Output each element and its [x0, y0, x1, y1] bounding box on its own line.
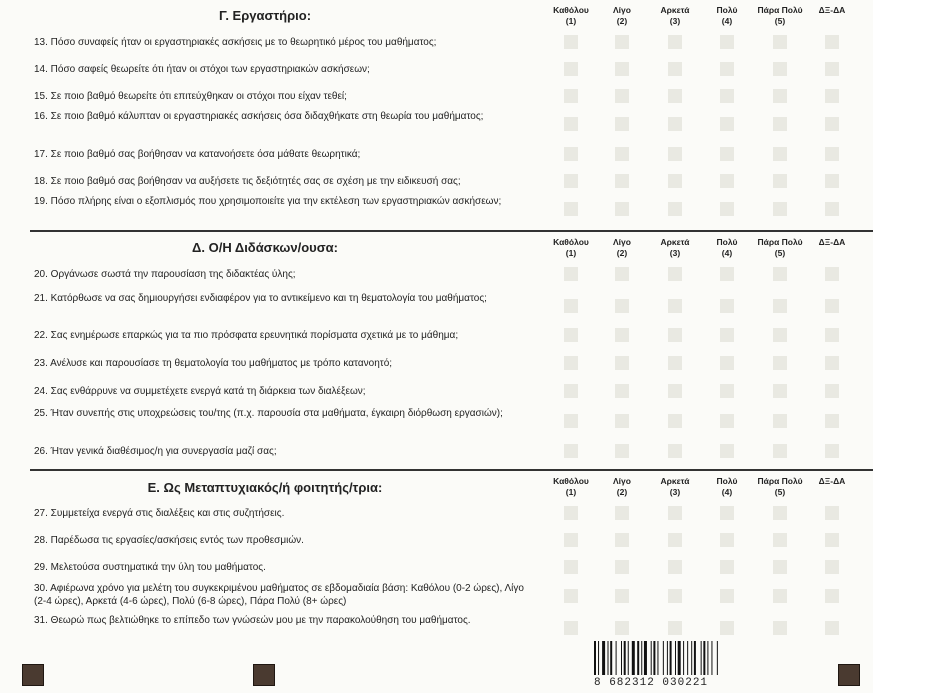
- answer-checkbox[interactable]: [615, 117, 629, 131]
- section-divider: [30, 469, 873, 471]
- column-label: Λίγο: [613, 5, 631, 15]
- answer-checkbox[interactable]: [773, 356, 787, 370]
- barcode-bar: [691, 641, 692, 675]
- answer-checkbox[interactable]: [773, 35, 787, 49]
- answer-checkbox[interactable]: [564, 444, 578, 458]
- answer-checkbox[interactable]: [720, 174, 734, 188]
- answer-checkbox[interactable]: [564, 35, 578, 49]
- column-label: Λίγο: [613, 476, 631, 486]
- question-text: 29. Μελετούσα συστηματικά την ύλη του μαθήματος.: [34, 562, 266, 573]
- question-text: 13. Πόσο συναφείς ήταν οι εργαστηριακές ασκήσεις με το θεωρητικό μέρος του μαθήματος;: [34, 37, 437, 48]
- question-text: 28. Παρέδωσα τις εργασίες/ασκήσεις εντός των προθεσμιών.: [34, 535, 304, 546]
- question-text: 26. Ήταν γενικά διαθέσιμος/η για συνεργασία μαζί σας;: [34, 446, 277, 457]
- column-label: Καθόλου: [553, 237, 589, 247]
- answer-checkbox[interactable]: [668, 202, 682, 216]
- answer-checkbox[interactable]: [825, 267, 839, 281]
- column-number: (2): [616, 16, 628, 26]
- section-title: Ε. Ως Μεταπτυχιακός/ή φοιτητής/τρια:: [147, 480, 383, 495]
- column-label: Πολύ: [716, 237, 738, 247]
- answer-checkbox[interactable]: [564, 267, 578, 281]
- barcode-bar: [667, 641, 668, 675]
- answer-checkbox[interactable]: [773, 560, 787, 574]
- column-header: [602, 5, 642, 27]
- answer-checkbox[interactable]: [773, 202, 787, 216]
- column-label: Καθόλου: [553, 476, 589, 486]
- answer-checkbox[interactable]: [668, 356, 682, 370]
- column-header: [812, 237, 852, 248]
- answer-checkbox[interactable]: [825, 560, 839, 574]
- barcode-bar: [644, 641, 647, 675]
- column-header: [653, 237, 697, 259]
- registration-marker-left: [22, 664, 44, 686]
- answer-checkbox[interactable]: [615, 384, 629, 398]
- answer-checkbox[interactable]: [615, 328, 629, 342]
- answer-checkbox[interactable]: [773, 89, 787, 103]
- answer-checkbox[interactable]: [564, 560, 578, 574]
- question-text: 18. Σε ποιο βαθμό σας βοήθησαν να αυξήσετε τις δεξιότητές σας σε σχέση με την ειδικευσή σας;: [34, 176, 461, 187]
- answer-checkbox[interactable]: [720, 267, 734, 281]
- column-header: [812, 5, 852, 16]
- question-text: 16. Σε ποιο βαθμό κάλυπταν οι εργαστηριακές ασκήσεις όσα διδαχθήκατε στη θεωρία του μαθήματος;: [34, 111, 484, 122]
- answer-checkbox[interactable]: [668, 533, 682, 547]
- answer-checkbox[interactable]: [720, 589, 734, 603]
- column-header: [709, 476, 745, 498]
- question-text: 17. Σε ποιο βαθμό σας βοήθησαν να κατανοήσετε όσα μάθατε θεωρητικά;: [34, 149, 361, 160]
- answer-checkbox[interactable]: [720, 384, 734, 398]
- barcode-bar: [683, 641, 684, 675]
- question-text: 25. Ήταν συνεπής στις υποχρεώσεις του/της (π.χ. παρουσία στα μαθήματα, έγκαιρη διόρθωση εργασιών);: [34, 408, 503, 419]
- answer-checkbox[interactable]: [668, 267, 682, 281]
- answer-checkbox[interactable]: [825, 356, 839, 370]
- question-text: 27. Συμμετείχα ενεργά στις διαλέξεις και στις συζητήσεις.: [34, 508, 285, 519]
- answer-checkbox[interactable]: [615, 506, 629, 520]
- question-text: 30. Αφιέρωνα χρόνο για μελέτη του συγκεκριμένου μαθήματος σε εβδομαδιαία βάση: Καθόλου (0-2 ώρες), Λίγο (2-4 ώρες), Αρκετά (4-6 ώρες), Πολύ (6-8 ώρες), Πάρα Πολύ (8+ ώρες): [34, 583, 524, 607]
- answer-checkbox[interactable]: [825, 589, 839, 603]
- answer-checkbox[interactable]: [825, 202, 839, 216]
- column-number: (5): [774, 16, 786, 26]
- answer-checkbox[interactable]: [615, 414, 629, 428]
- answer-checkbox[interactable]: [564, 328, 578, 342]
- answer-checkbox[interactable]: [668, 414, 682, 428]
- answer-checkbox[interactable]: [720, 299, 734, 313]
- barcode-bar: [608, 641, 609, 675]
- answer-checkbox[interactable]: [773, 589, 787, 603]
- barcode-bar: [707, 641, 708, 675]
- answer-checkbox[interactable]: [825, 174, 839, 188]
- answer-checkbox[interactable]: [825, 147, 839, 161]
- answer-checkbox[interactable]: [668, 174, 682, 188]
- answer-checkbox[interactable]: [564, 356, 578, 370]
- answer-checkbox[interactable]: [564, 414, 578, 428]
- barcode-bar: [641, 641, 642, 675]
- barcode-bar: [657, 641, 658, 675]
- column-header: [750, 5, 810, 27]
- answer-checkbox[interactable]: [720, 328, 734, 342]
- question-text: 19. Πόσο πλήρης είναι ο εξοπλισμός που χρησιμοποιείτε για την εκτέλεση των εργαστηριακών ασκήσεων;: [34, 196, 502, 207]
- answer-checkbox[interactable]: [668, 384, 682, 398]
- answer-checkbox[interactable]: [825, 444, 839, 458]
- answer-checkbox[interactable]: [720, 533, 734, 547]
- barcode-bar: [616, 641, 617, 675]
- answer-checkbox[interactable]: [668, 35, 682, 49]
- column-number: (5): [774, 487, 786, 497]
- answer-checkbox[interactable]: [825, 414, 839, 428]
- answer-checkbox[interactable]: [564, 117, 578, 131]
- answer-checkbox[interactable]: [720, 414, 734, 428]
- answer-checkbox[interactable]: [720, 621, 734, 635]
- answer-checkbox[interactable]: [564, 506, 578, 520]
- column-number: (5): [774, 248, 786, 258]
- answer-checkbox[interactable]: [668, 89, 682, 103]
- answer-checkbox[interactable]: [773, 299, 787, 313]
- answer-checkbox[interactable]: [720, 506, 734, 520]
- barcode-bar: [670, 641, 672, 675]
- answer-checkbox[interactable]: [720, 560, 734, 574]
- barcode-number: 8 682312 030221: [594, 677, 709, 689]
- question-text: 21. Κατόρθωσε να σας δημιουργήσει ενδιαφέρον για το αντικείμενο και τη θεματολογία του μαθήματος;: [34, 293, 487, 304]
- answer-checkbox[interactable]: [615, 356, 629, 370]
- column-header: [653, 476, 697, 498]
- barcode-bar: [663, 641, 664, 675]
- barcode-bar: [602, 641, 605, 675]
- answer-checkbox[interactable]: [668, 589, 682, 603]
- barcode-bar: [711, 641, 712, 675]
- question-text: 15. Σε ποιο βαθμό θεωρείτε ότι επιτεύχθηκαν οι στόχοι που είχαν τεθεί;: [34, 91, 347, 102]
- barcode-bar: [594, 641, 596, 675]
- answer-checkbox[interactable]: [564, 299, 578, 313]
- question-text: 20. Οργάνωσε σωστά την παρουσίαση της διδακτέας ύλης;: [34, 269, 296, 280]
- column-label: ΔΞ-ΔΑ: [818, 476, 846, 486]
- barcode-bar: [687, 641, 688, 675]
- barcode-bar: [701, 641, 702, 675]
- barcode-bar: [621, 641, 622, 675]
- answer-checkbox[interactable]: [825, 621, 839, 635]
- barcode-bar: [717, 641, 718, 675]
- column-header: [750, 476, 810, 498]
- answer-checkbox[interactable]: [668, 62, 682, 76]
- answer-checkbox[interactable]: [564, 202, 578, 216]
- column-header: [548, 476, 594, 498]
- column-label: Πάρα Πολύ: [757, 5, 803, 15]
- answer-checkbox[interactable]: [615, 267, 629, 281]
- answer-checkbox[interactable]: [773, 384, 787, 398]
- barcode-bar: [675, 641, 676, 675]
- answer-checkbox[interactable]: [615, 202, 629, 216]
- answer-checkbox[interactable]: [564, 62, 578, 76]
- answer-checkbox[interactable]: [564, 384, 578, 398]
- answer-checkbox[interactable]: [615, 174, 629, 188]
- answer-checkbox[interactable]: [564, 621, 578, 635]
- answer-checkbox[interactable]: [825, 35, 839, 49]
- answer-checkbox[interactable]: [564, 89, 578, 103]
- column-label: Πάρα Πολύ: [757, 237, 803, 247]
- answer-checkbox[interactable]: [825, 89, 839, 103]
- answer-checkbox[interactable]: [615, 444, 629, 458]
- column-header: [602, 237, 642, 259]
- column-number: (4): [721, 248, 733, 258]
- answer-checkbox[interactable]: [720, 35, 734, 49]
- column-label: Πολύ: [716, 476, 738, 486]
- column-header: [812, 476, 852, 487]
- answer-checkbox[interactable]: [615, 560, 629, 574]
- column-number: (4): [721, 487, 733, 497]
- column-number: (2): [616, 487, 628, 497]
- answer-checkbox[interactable]: [564, 174, 578, 188]
- barcode-bar: [610, 641, 612, 675]
- answer-checkbox[interactable]: [773, 147, 787, 161]
- answer-checkbox[interactable]: [773, 414, 787, 428]
- column-header: [750, 237, 810, 259]
- answer-checkbox[interactable]: [668, 147, 682, 161]
- answer-checkbox[interactable]: [773, 533, 787, 547]
- barcode-bar: [703, 641, 705, 675]
- answer-checkbox[interactable]: [773, 267, 787, 281]
- answer-checkbox[interactable]: [825, 533, 839, 547]
- registration-marker-right: [838, 664, 860, 686]
- column-number: (1): [565, 248, 577, 258]
- answer-checkbox[interactable]: [668, 621, 682, 635]
- column-number: (1): [565, 487, 577, 497]
- answer-checkbox[interactable]: [825, 62, 839, 76]
- answer-checkbox[interactable]: [564, 533, 578, 547]
- answer-checkbox[interactable]: [668, 299, 682, 313]
- answer-checkbox[interactable]: [720, 89, 734, 103]
- barcode-bar: [651, 641, 652, 675]
- section-divider: [30, 230, 873, 232]
- barcode-bar: [694, 641, 696, 675]
- answer-checkbox[interactable]: [720, 444, 734, 458]
- section-title: Δ. Ο/Η Διδάσκων/ουσα:: [192, 240, 338, 255]
- column-header: [653, 5, 697, 27]
- question-text: 22. Σας ενημέρωσε επαρκώς για τα πιο πρόσφατα ερευνητικά πορίσματα σχετικά με το μάθημα;: [34, 330, 459, 341]
- column-number: (3): [669, 16, 681, 26]
- answer-checkbox[interactable]: [720, 356, 734, 370]
- barcode-bar: [632, 641, 635, 675]
- question-text: 23. Ανέλυσε και παρουσίασε τη θεματολογία του μαθήματος με τρόπο κατανοητό;: [34, 358, 393, 369]
- answer-checkbox[interactable]: [615, 35, 629, 49]
- answer-checkbox[interactable]: [668, 328, 682, 342]
- column-header: [709, 237, 745, 259]
- answer-checkbox[interactable]: [720, 147, 734, 161]
- column-label: Αρκετά: [660, 476, 690, 486]
- column-header: [602, 476, 642, 498]
- answer-checkbox[interactable]: [564, 147, 578, 161]
- column-label: Καθόλου: [553, 5, 589, 15]
- answer-checkbox[interactable]: [720, 62, 734, 76]
- answer-checkbox[interactable]: [668, 444, 682, 458]
- answer-checkbox[interactable]: [773, 621, 787, 635]
- question-text: 14. Πόσο σαφείς θεωρείτε ότι ήταν οι στόχοι των εργαστηριακών ασκήσεων;: [34, 64, 370, 75]
- answer-checkbox[interactable]: [668, 506, 682, 520]
- column-label: Πολύ: [716, 5, 738, 15]
- answer-checkbox[interactable]: [773, 62, 787, 76]
- question-text: 24. Σας ενθάρρυνε να συμμετέχετε ενεργά κατά τη διάρκεια των διαλέξεων;: [34, 386, 366, 397]
- barcode-bar: [653, 641, 655, 675]
- answer-checkbox[interactable]: [668, 560, 682, 574]
- answer-checkbox[interactable]: [615, 533, 629, 547]
- answer-checkbox[interactable]: [615, 621, 629, 635]
- column-number: (3): [669, 487, 681, 497]
- column-label: Αρκετά: [660, 237, 690, 247]
- registration-marker-center: [253, 664, 275, 686]
- answer-checkbox[interactable]: [825, 384, 839, 398]
- answer-checkbox[interactable]: [773, 444, 787, 458]
- answer-checkbox[interactable]: [825, 328, 839, 342]
- barcode-bar: [637, 641, 639, 675]
- barcode-bar: [598, 641, 599, 675]
- answer-checkbox[interactable]: [825, 299, 839, 313]
- answer-checkbox[interactable]: [720, 117, 734, 131]
- answer-checkbox[interactable]: [825, 117, 839, 131]
- column-label: ΔΞ-ΔΑ: [818, 237, 846, 247]
- question-text: 31. Θεωρώ πως βελτιώθηκε το επίπεδο των γνώσεών μου με την παρακολούθηση του μαθήματος.: [34, 615, 471, 626]
- column-label: ΔΞ-ΔΑ: [818, 5, 846, 15]
- answer-checkbox[interactable]: [773, 117, 787, 131]
- answer-checkbox[interactable]: [773, 174, 787, 188]
- answer-checkbox[interactable]: [615, 299, 629, 313]
- column-label: Αρκετά: [660, 5, 690, 15]
- answer-checkbox[interactable]: [825, 506, 839, 520]
- answer-checkbox[interactable]: [773, 506, 787, 520]
- answer-checkbox[interactable]: [720, 202, 734, 216]
- column-number: (3): [669, 248, 681, 258]
- answer-checkbox[interactable]: [615, 62, 629, 76]
- barcode-bar: [628, 641, 629, 675]
- column-label: Πάρα Πολύ: [757, 476, 803, 486]
- answer-checkbox[interactable]: [615, 147, 629, 161]
- section-title: Γ. Εργαστήριο:: [218, 8, 312, 23]
- barcode-bar: [678, 641, 681, 675]
- column-number: (4): [721, 16, 733, 26]
- answer-checkbox[interactable]: [668, 117, 682, 131]
- column-header: [548, 5, 594, 27]
- answer-checkbox[interactable]: [615, 589, 629, 603]
- answer-checkbox[interactable]: [615, 89, 629, 103]
- answer-checkbox[interactable]: [773, 328, 787, 342]
- column-number: (2): [616, 248, 628, 258]
- barcode-bar: [624, 641, 626, 675]
- column-header: [548, 237, 594, 259]
- column-number: (1): [565, 16, 577, 26]
- answer-checkbox[interactable]: [564, 589, 578, 603]
- column-header: [709, 5, 745, 27]
- column-label: Λίγο: [613, 237, 631, 247]
